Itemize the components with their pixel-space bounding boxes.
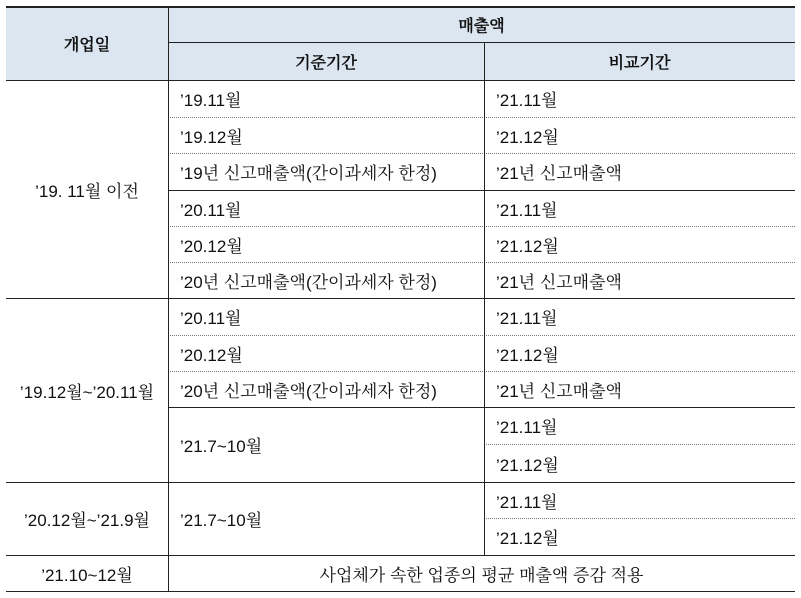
base-cell-merged: ’21.7~10월 <box>180 511 263 530</box>
base-cell: ’20.11월 <box>180 309 242 328</box>
open-date-group-2: ’19.12월~’20.11월 <box>19 382 155 402</box>
header-base-period: 기준기간 <box>168 42 484 80</box>
compare-cell: ’21년 신고매출액 <box>496 164 622 183</box>
compare-cell: ’21.12월 <box>496 455 559 475</box>
compare-cell: ’21.11월 <box>496 200 558 220</box>
row-divider <box>484 518 795 519</box>
header-sub-divider <box>168 42 795 43</box>
open-date-last: ’21.10~12월 <box>41 566 133 585</box>
row-divider <box>484 444 795 445</box>
row-divider <box>168 371 795 372</box>
table-bottom-border <box>6 591 795 592</box>
base-cell: ’20.11월 <box>180 200 242 220</box>
compare-cell: ’21.12월 <box>496 345 559 365</box>
industry-average-note: 사업체가 속한 업종의 평균 매출액 증감 적용 <box>319 566 644 585</box>
table-top-border <box>6 6 795 8</box>
group-divider <box>6 482 795 483</box>
row-divider <box>168 153 795 154</box>
base-cell-merged: ’21.7~10월 <box>180 437 263 456</box>
group-divider <box>6 555 795 556</box>
sales-period-table <box>6 6 795 592</box>
compare-cell: ’21.12월 <box>496 529 559 548</box>
compare-cell: ’21.11월 <box>496 418 558 437</box>
group-divider <box>6 298 795 299</box>
base-cell: ’19.12월 <box>180 127 243 147</box>
base-cell: ’20년 신고매출액(간이과세자 한정) <box>180 272 437 292</box>
column-divider-2 <box>484 42 485 555</box>
header-compare-period: 비교기간 <box>484 42 795 80</box>
column-divider-1 <box>168 6 169 592</box>
compare-cell: ’21.11월 <box>496 91 558 110</box>
base-cell: ’19년 신고매출액(간이과세자 한정) <box>180 164 437 183</box>
compare-cell: ’21년 신고매출액 <box>496 381 622 401</box>
header-sales: 매출액 <box>168 6 795 42</box>
compare-cell: ’21.12월 <box>496 236 559 256</box>
header-bottom-border <box>6 80 795 81</box>
open-date-group-1: ’19. 11월 이전 <box>35 181 139 201</box>
compare-cell: ’21.11월 <box>496 492 558 512</box>
row-divider <box>168 226 795 227</box>
base-cell: ’20.12월 <box>180 345 243 365</box>
row-divider <box>168 117 795 118</box>
row-divider <box>168 262 795 263</box>
compare-cell: ’21년 신고매출액 <box>496 272 622 292</box>
row-divider <box>168 335 795 336</box>
row-divider <box>168 190 795 191</box>
base-cell: ’20.12월 <box>180 236 243 256</box>
compare-cell: ’21.11월 <box>496 309 558 328</box>
compare-cell: ’21.12월 <box>496 127 559 147</box>
row-divider <box>168 407 795 408</box>
base-cell: ’20년 신고매출액(간이과세자 한정) <box>180 381 437 401</box>
open-date-group-3: ’20.12월~’21.9월 <box>24 511 150 530</box>
base-cell: ’19.11월 <box>180 91 242 110</box>
header-open-date: 개업일 <box>6 6 168 80</box>
